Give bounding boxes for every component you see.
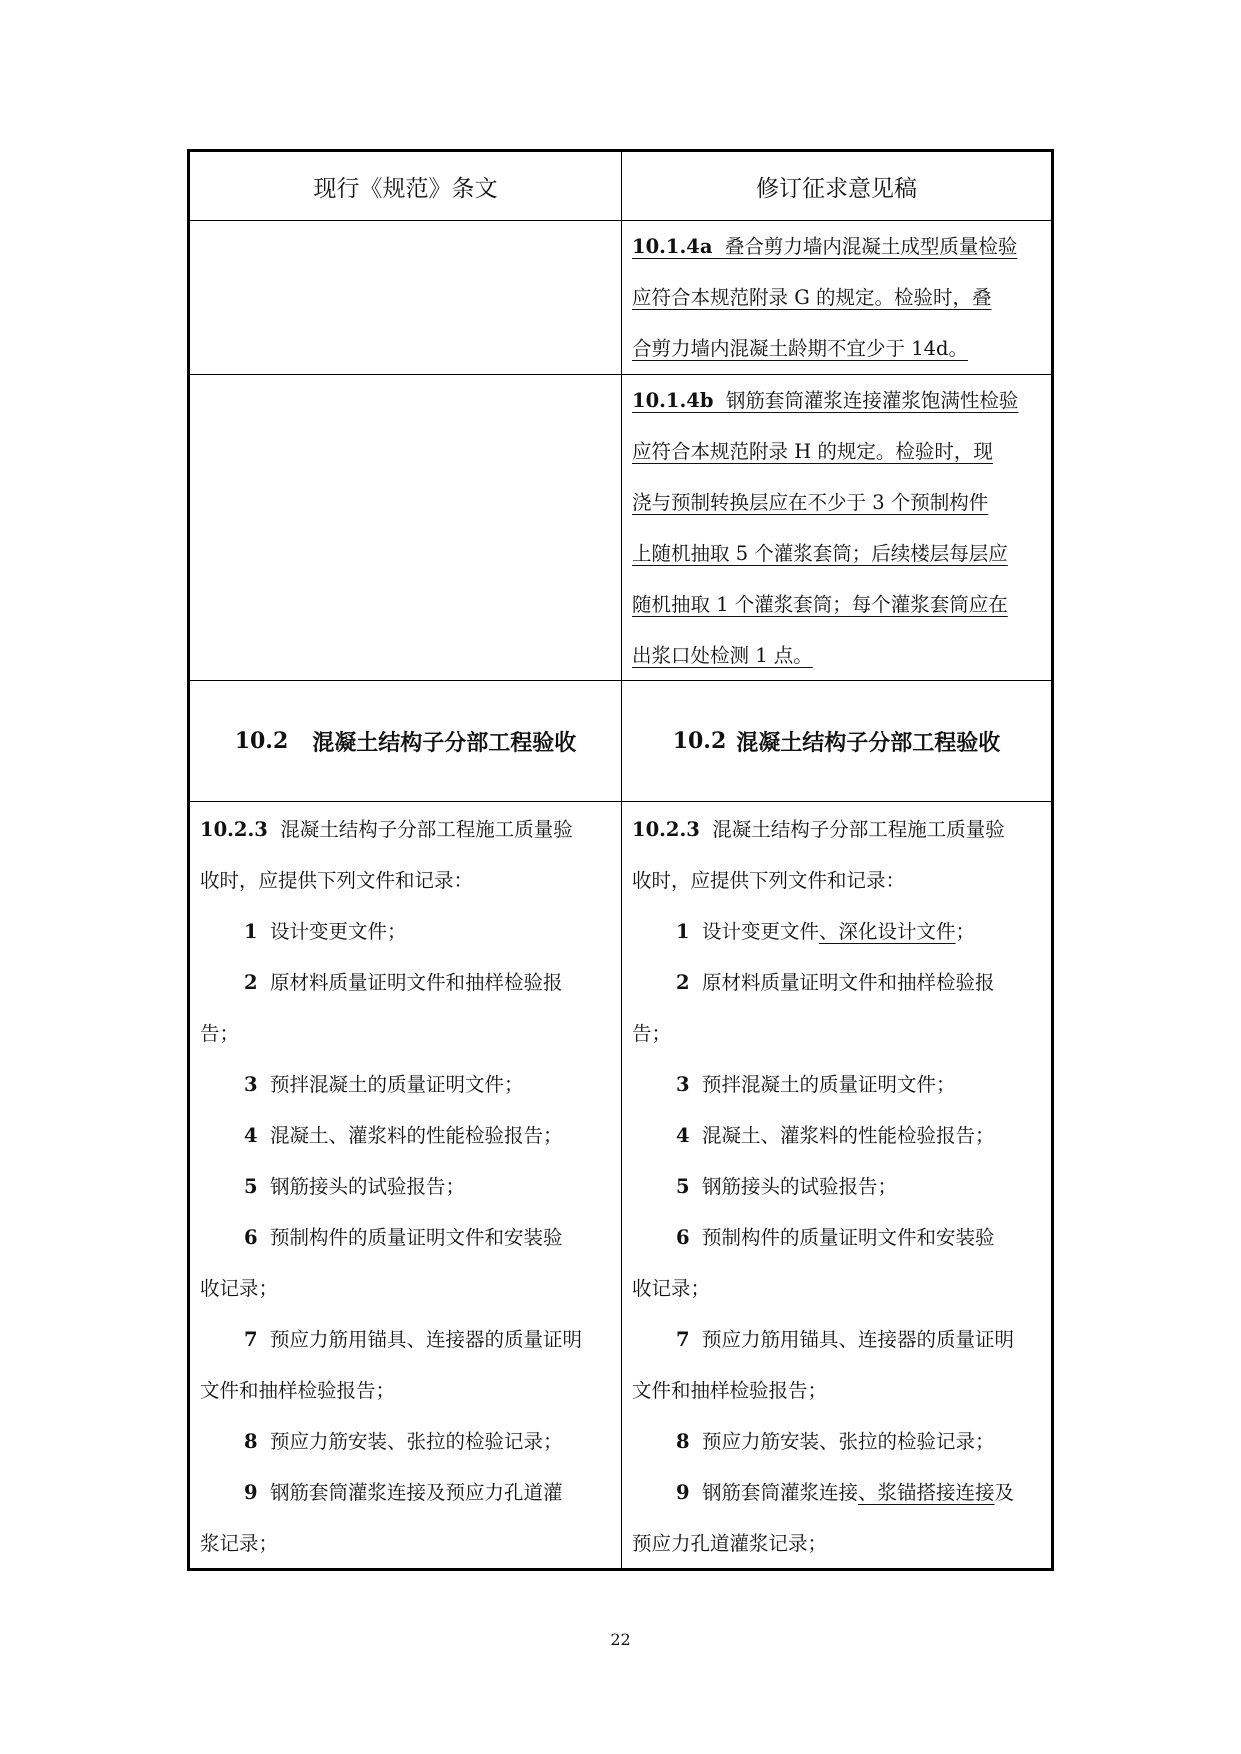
current-clause-10-2-3: 10.2.3 混凝土结构子分部工程施工质量验 收时，应提供下列文件和记录： 1 设计变更文件； 2 原材料质量证明文件和抽样检验报 告； 3 预拌混凝土的质量证明文件； 4 混凝土、灌浆料的性能检验报告； 5 钢筋接头的试验报告； 6 预制构件的质量证明文件和安装验 收记录； 7 预应力筋用锚具、连接器的质量证明 文件和抽样检验报告； 8 预应力筋安装、张拉的检验记录； 9 钢筋套筒灌浆连接及预应力孔道灌 浆记录；	[190, 802, 622, 1568]
clause-10-1-4a: 10.1.4a 叠合剪力墙内混凝土成型质量检验 应符合本规范附录 G 的规定。检验时，叠 合剪力墙内混凝土龄期不宜少于 14d。	[632, 235, 1018, 360]
inserted-text: 、浆锚搭接连接	[858, 1481, 995, 1504]
header-revision-draft: 修订征求意见稿	[756, 175, 917, 202]
empty-cell	[190, 221, 622, 374]
header-current-clause: 现行《规范》条文	[190, 152, 622, 220]
section-heading-row	[190, 681, 1051, 802]
clause-number: 10.1.4b	[632, 389, 714, 412]
comparison-table	[187, 149, 1054, 1571]
table-row-10-1-4a	[190, 221, 1051, 375]
revised-clause-10-2-3: 10.2.3 混凝土结构子分部工程施工质量验 收时，应提供下列文件和记录： 1 设计变更文件、深化设计文件； 2 原材料质量证明文件和抽样检验报 告； 3 预拌混凝土的质量证明文件； 4 混凝土、灌浆料的性能检验报告； 5 钢筋接头的试验报告； 6 预制构件的质量证明文件和安装验 收记录； 7 预应力筋用锚具、连接器的质量证明 文件和抽样检验报告； 8 预应力筋安装、张拉的检验记录； 9 钢筋套筒灌浆连接、浆锚搭接连接及 预应力孔道灌浆记录；	[632, 818, 1015, 1555]
clause-number: 10.1.4a	[632, 235, 713, 258]
empty-cell	[190, 375, 622, 680]
clause-10-1-4b: 10.1.4b 钢筋套筒灌浆连接灌浆饱满性检验 应符合本规范附录 H 的规定。检验时，现 浇与预制转换层应在不少于 3 个预制构件 上随机抽取 5 个灌浆套筒；后续楼层每层应 随机抽取 1 个灌浆套筒；每个灌浆套筒应在 出浆口处检测 1 点。	[632, 389, 1019, 667]
table-row-10-2-3	[190, 802, 1051, 1568]
section-heading-left: 10.2 混凝土结构子分部工程验收	[190, 681, 622, 801]
table-row-10-1-4b	[190, 375, 1051, 681]
inserted-text: 、深化设计文件	[819, 920, 956, 943]
table-header-row	[190, 152, 1051, 221]
section-heading-right: 10.2 混凝土结构子分部工程验收	[672, 728, 1001, 756]
page-number: 22	[610, 1630, 631, 1649]
